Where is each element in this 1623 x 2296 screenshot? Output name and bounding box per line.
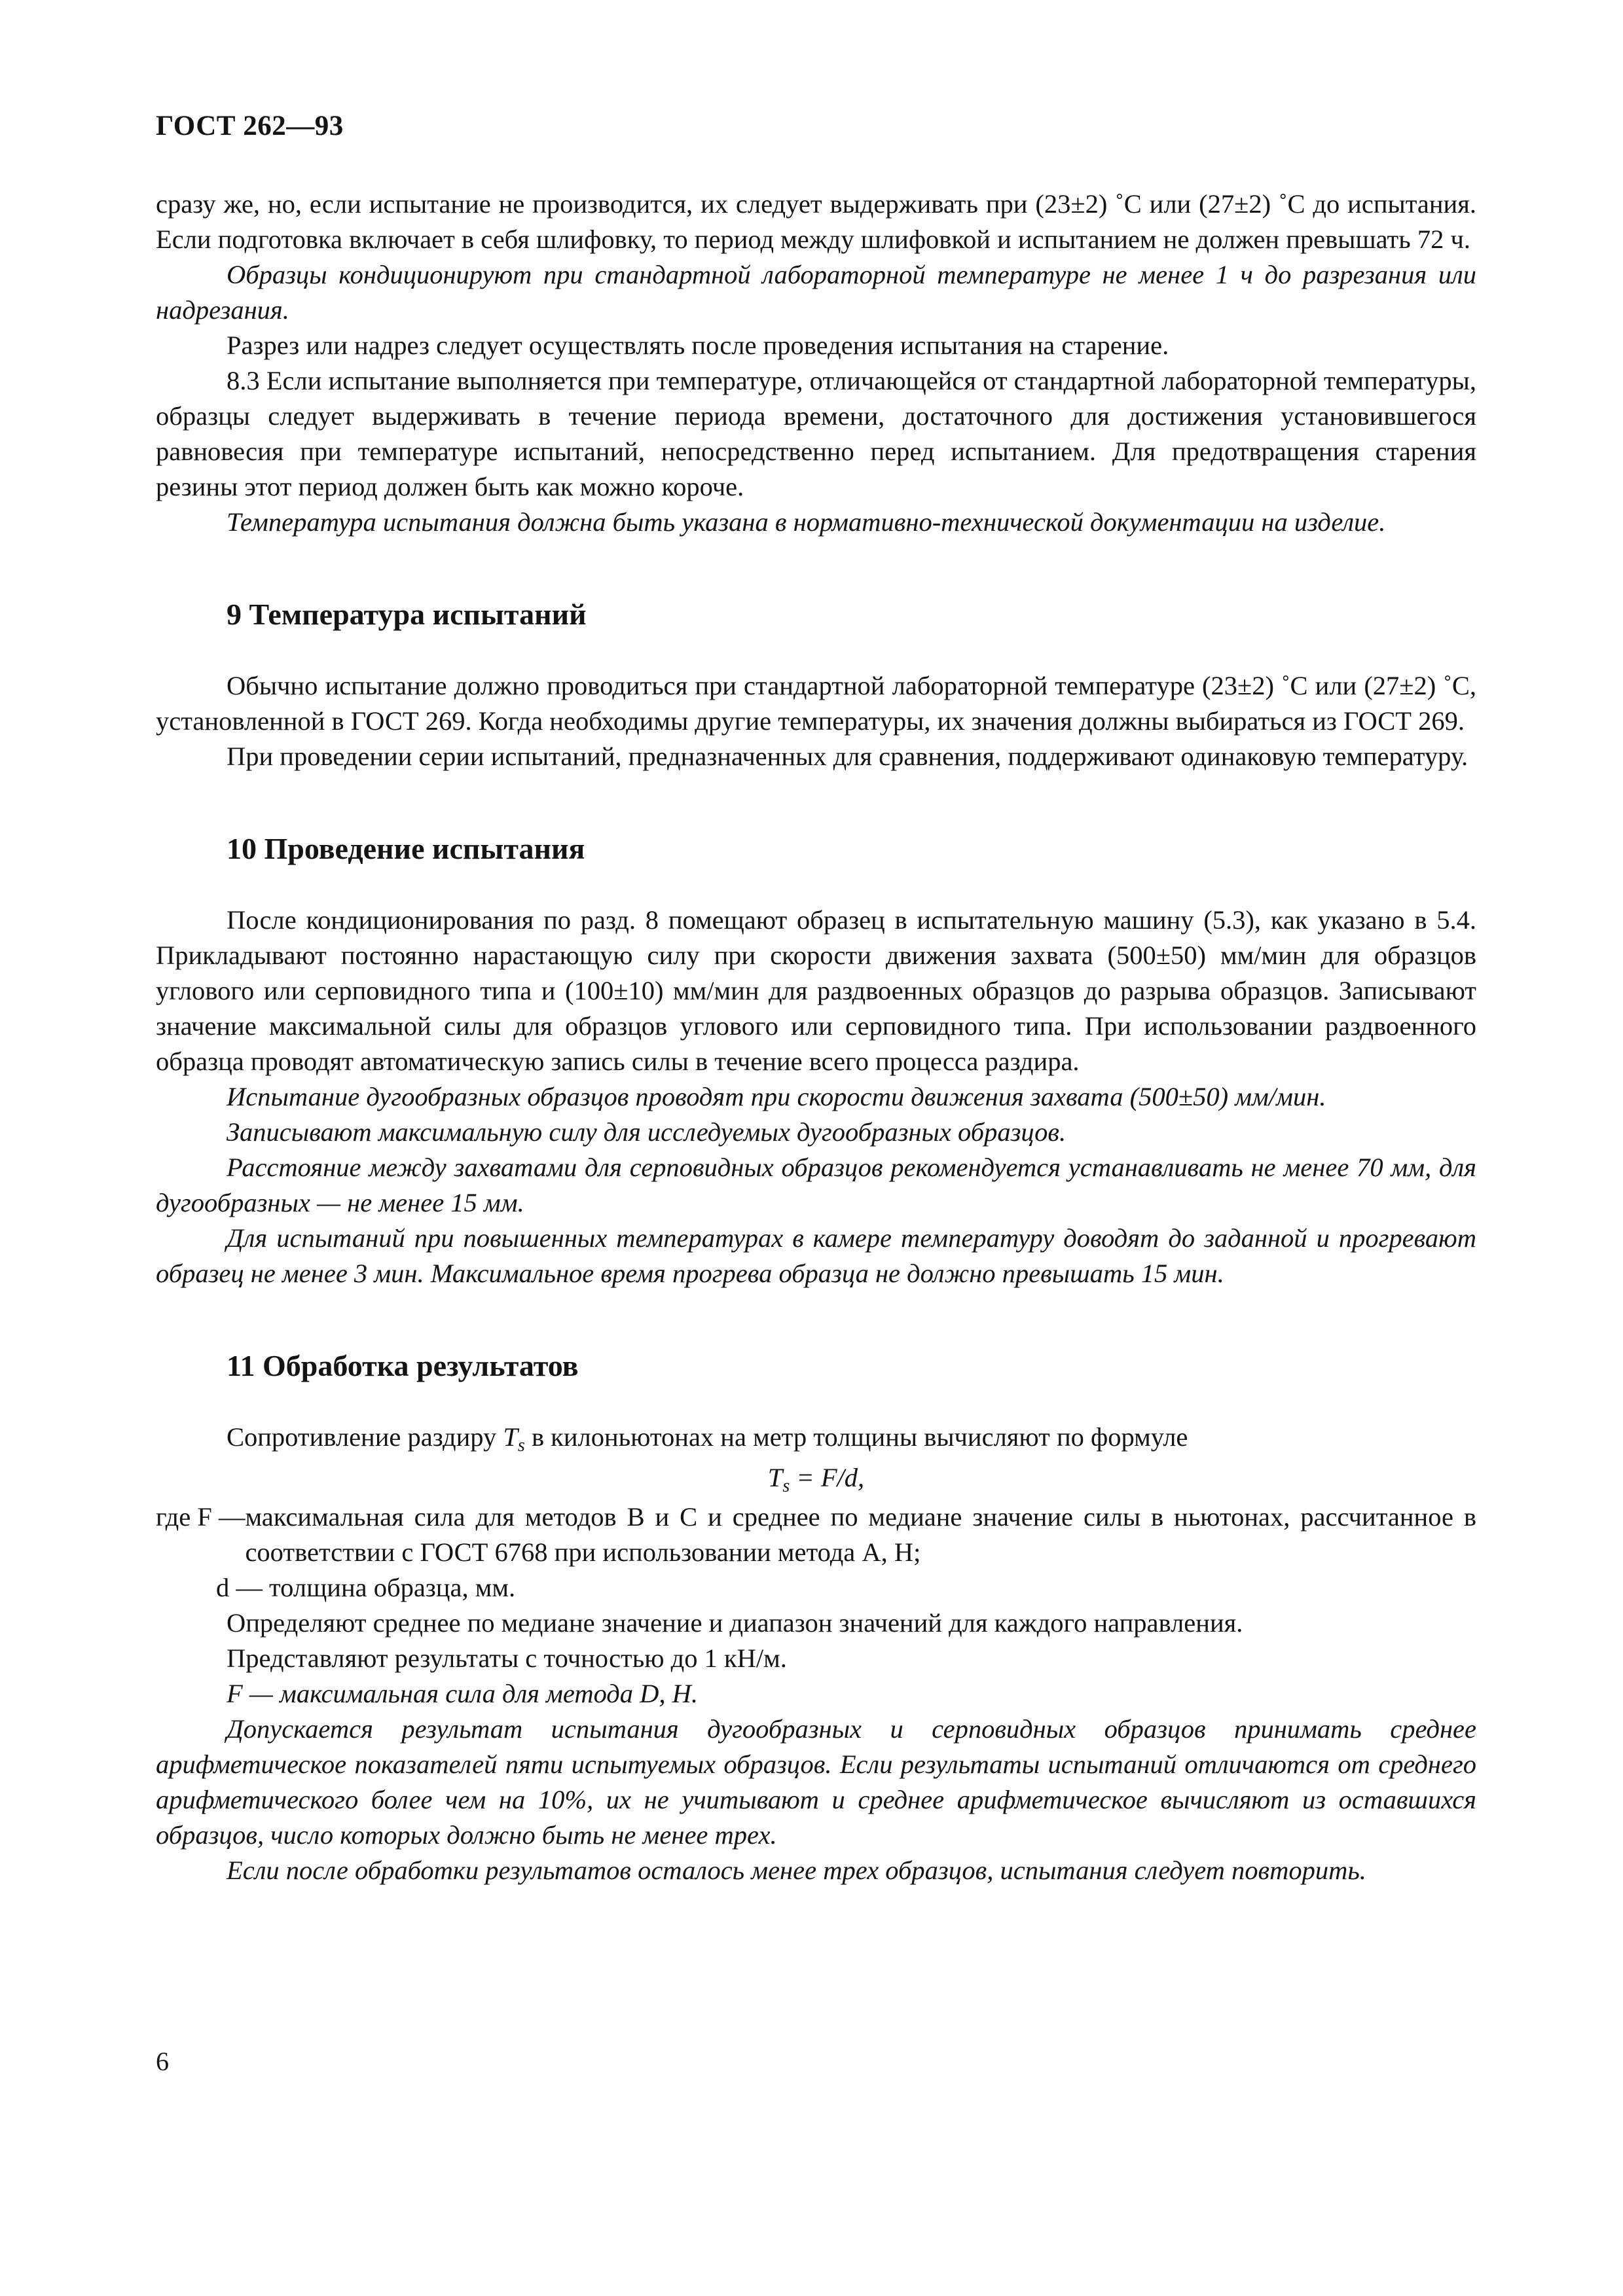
paragraph-italic: Записывают максимальную силу для исследуемых дугообразных образцов. [227, 1117, 1067, 1147]
section-heading-10: 10 Проведение испытания [227, 832, 585, 865]
document-header: ГОСТ 262—93 [156, 111, 344, 141]
formula-rhs: = F/d, [790, 1463, 865, 1492]
paragraph: Определяют среднее по медиане значение и диапазон значений для каждого направления. [227, 1608, 1243, 1638]
text-fragment: Сопротивление раздиру [227, 1422, 503, 1452]
paragraph: Обычно испытание должно проводиться при стандартной лабораторной температуре (23±2) ˚С или (27±2) ˚С, установленной в ГОСТ 269. Когда необходимы другие температуры, их значения должны выбираться из ГОСТ 269. [156, 671, 1476, 736]
paragraph-formula-intro [156, 1420, 1476, 1455]
variable-subscript: s [517, 1435, 525, 1456]
formula-lhs: T [767, 1463, 783, 1492]
variable-T: T [503, 1422, 518, 1452]
paragraph-italic: Испытание дугообразных образцов проводят при скорости движения захвата (500±50) мм/мин. [227, 1082, 1326, 1111]
page-number: 6 [156, 2047, 169, 2076]
paragraph-italic: Допускается результат испытания дугообразных и серповидных образцов принимать среднее арифметическое показателей пяти испытуемых образцов. Если результаты испытаний отличаются от среднего арифметического более чем на 10%, их не учитывают и среднее арифметическое вычисляют из оставшихся образцов, число которых должно быть не менее трех. [156, 1714, 1476, 1850]
legend-d-line: d — толщина образца, мм. [216, 1573, 516, 1602]
legend-text: максимальная сила для методов В и С и среднее по медиане значение силы в ньютонах, рассчитанное в соответствии с ГОСТ 6768 при использовании метода А, Н; [245, 1502, 1476, 1567]
paragraph: Представляют результаты с точностью до 1 кН/м. [227, 1643, 787, 1673]
paragraph: При проведении серии испытаний, предназначенных для сравнения, поддерживают одинаковую температуру. [227, 742, 1468, 771]
legend-label: где F — [156, 1502, 246, 1532]
formula-subscript: s [782, 1476, 790, 1496]
paragraph: Разрез или надрез следует осуществлять после проведения испытания на старение. [227, 331, 1169, 360]
paragraph-italic: Образцы кондиционируют при стандартной лабораторной температуре не менее 1 ч до разрезания или надрезания. [156, 260, 1476, 325]
section-heading-11: 11 Обработка результатов [227, 1349, 579, 1382]
paragraph-clause-8-3: 8.3 Если испытание выполняется при температуре, отличающейся от стандартной лабораторной температуры, образцы следует выдерживать в течение периода времени, достаточного для достижения установившегося равновесия при температуре испытаний, непосредственно перед испытанием. Для предотвращения старения резины этот период должен быть как можно короче. [156, 366, 1476, 501]
paragraph-italic: Температура испытания должна быть указана в нормативно-технической документации на изделие. [227, 507, 1386, 537]
document-body [156, 187, 1476, 1888]
section-heading-9: 9 Температура испытаний [227, 598, 587, 631]
paragraph-italic: Для испытаний при повышенных температурах в камере температуру доводят до заданной и прогревают образец не менее 3 мин. Максимальное время прогрева образца не должно превышать 15 мин. [156, 1223, 1476, 1288]
formula-legend [156, 1499, 1476, 1570]
text-fragment: в килоньютонах на метр толщины вычисляют по формуле [524, 1422, 1188, 1452]
paragraph: сразу же, но, если испытание не производится, их следует выдерживать при (23±2) ˚С или (27±2) ˚С до испытания. Если подготовка включает в себя шлифовку, то период между шлифовкой и испытанием не должен превышать 72 ч. [156, 189, 1476, 254]
paragraph-italic: F — максимальная сила для метода D, Н. [227, 1679, 699, 1708]
paragraph: После кондиционирования по разд. 8 помещают образец в испытательную машину (5.3), как указано в 5.4. Прикладывают постоянно нарастающую силу при скорости движения захвата (500±50) мм/мин для образцов углового или серповидного типа и (100±10) мм/мин для раздвоенных образцов до разрыва образцов. Записывают значение максимальной силы для образцов углового или серповидного типа. При использовании раздвоенного образца проводят автоматическую запись силы в течение всего процесса раздира. [156, 905, 1476, 1076]
paragraph-italic: Если после обработки результатов осталось менее трех образцов, испытания следует повторить. [227, 1856, 1366, 1885]
formula [156, 1460, 1476, 1496]
paragraph-italic: Расстояние между захватами для серповидных образцов рекомендуется устанавливать не менее 70 мм, для дугообразных — не менее 15 мм. [156, 1153, 1476, 1217]
